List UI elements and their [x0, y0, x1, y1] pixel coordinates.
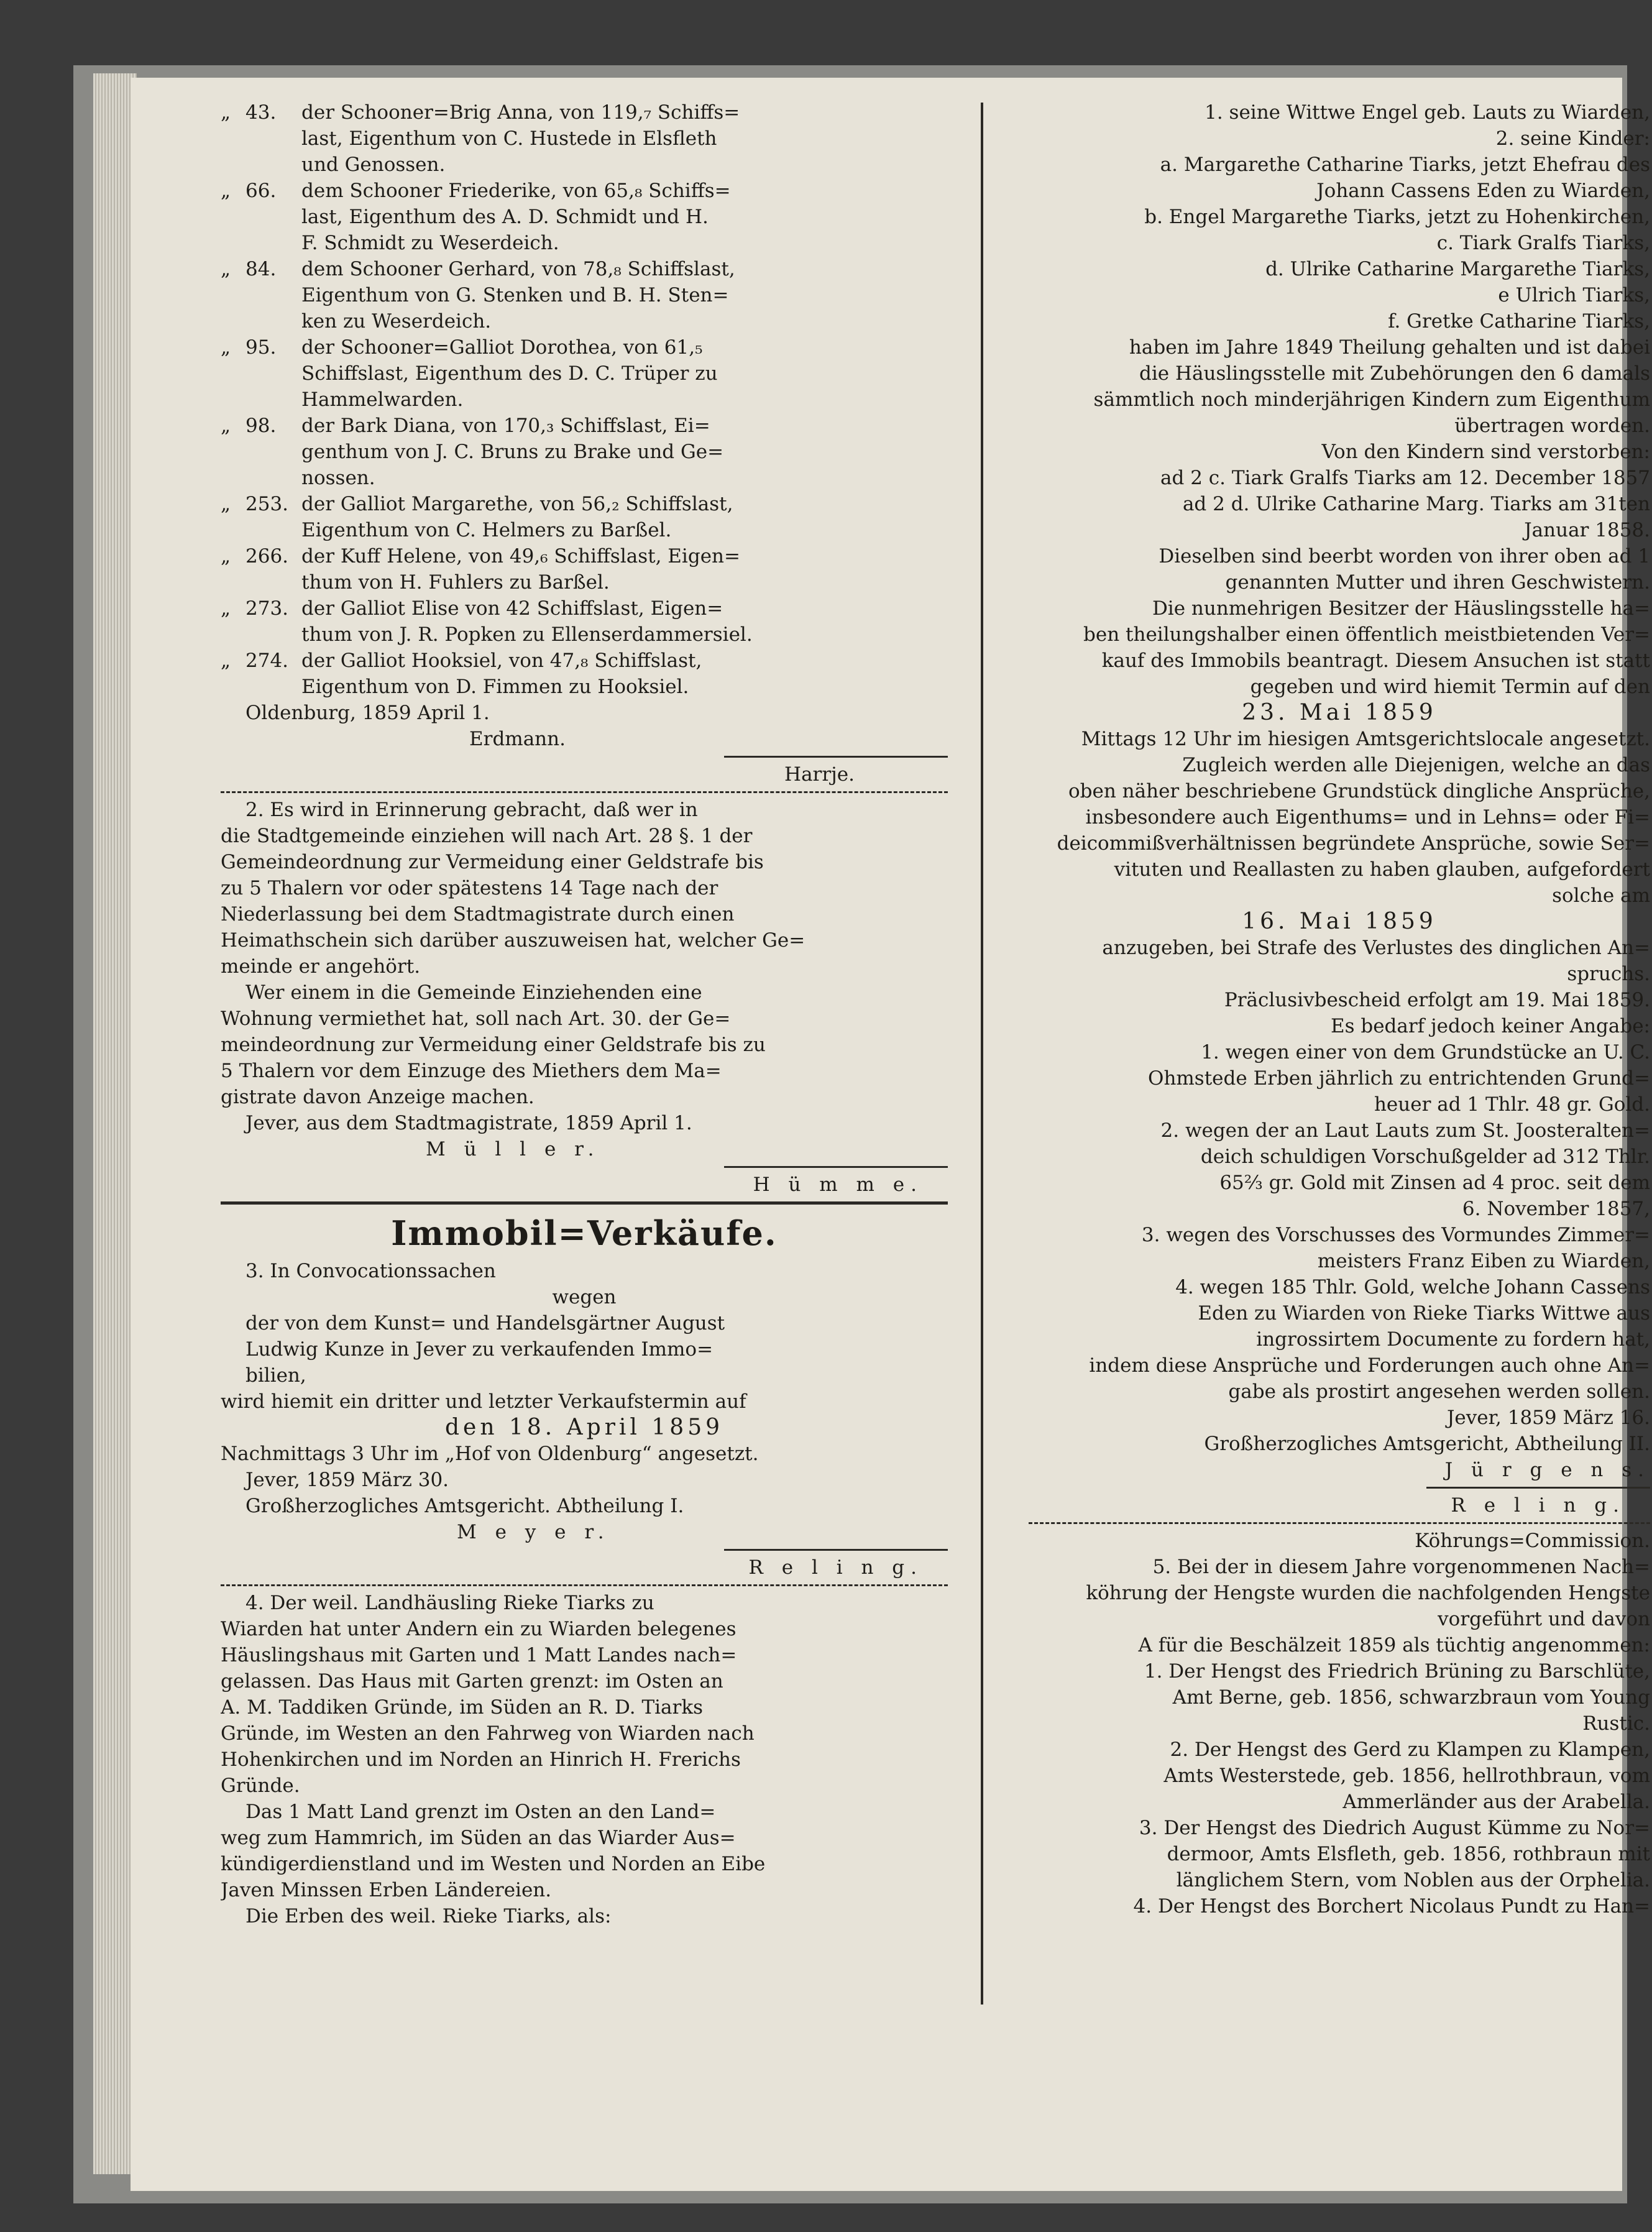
notice-4-body-line: gegeben und wird hiemit Termin auf den	[1250, 676, 1650, 698]
notice-4-line: A. M. Taddiken Gründe, im Süden an R. D. Tiarks	[221, 1696, 704, 1719]
notice-2-line: 2. Es wird in Erinnerung gebracht, daß wer in	[246, 799, 698, 821]
notice-4-body-line: sämmtlich noch minderjährigen Kindern zum Eigenthum	[1093, 388, 1650, 411]
ship-entry-line: Eigenthum von G. Stenken und B. H. Sten=	[301, 284, 729, 306]
heir-line: d. Ulrike Catharine Margarethe Tiarks,	[1265, 258, 1650, 280]
notice-5-line: 3. Der Hengst des Diedrich August Kümme zu Nor=	[1139, 1817, 1650, 1839]
notice-3-body-line: der von dem Kunst= und Handelsgärtner August	[246, 1312, 725, 1334]
notice-4-body-line: ingrossirtem Documente zu fordern hat,	[1256, 1328, 1650, 1351]
ship-entry-line	[221, 334, 948, 361]
notice-4-date-1: 23. Mai 1859	[1242, 700, 1437, 725]
notice-4-body-line: ad 2 c. Tiark Gralfs Tiarks am 12. December 1857	[1160, 467, 1650, 489]
notice-5-line: dermoor, Amts Elsfleth, geb. 1856, rothbraun mit	[1167, 1843, 1650, 1865]
notice-5-line: Rustic.	[1582, 1712, 1650, 1735]
notice-3-body-line: bilien,	[246, 1364, 306, 1387]
notice-3-body	[221, 1310, 948, 1389]
signature: J ü r g e n s.	[1444, 1459, 1650, 1481]
notice-4-line: weg zum Hammrich, im Süden an das Wiarder Aus=	[221, 1827, 736, 1849]
notice-5-line: 5. Bei der in diesem Jahre vorgenommenen Nach=	[1152, 1556, 1650, 1578]
ship-entry-line: last, Eigenthum von C. Hustede in Elsfleth	[301, 127, 717, 150]
notice-3-line: wird hiemit ein dritter und letzter Verkaufstermin auf	[221, 1390, 746, 1413]
notice-5-line: köhrung der Hengste wurden die nachfolgenden Hengste	[1086, 1582, 1650, 1604]
entry-text: der Bark Diana, von 170,₃ Schiffslast, Ei=	[301, 415, 710, 437]
notice-4-body-line: 6. November 1857,	[1462, 1198, 1650, 1220]
notice-4-line: Die Erben des weil. Rieke Tiarks, als:	[246, 1905, 612, 1927]
notice-4-body-2	[1029, 726, 1650, 909]
notice-4-line: Häuslingshaus mit Garten und 1 Matt Landes nach=	[221, 1644, 737, 1666]
notice-4-body-line: indem diese Ansprüche und Forderungen auch ohne An=	[1089, 1354, 1650, 1377]
notice-2	[221, 797, 948, 1110]
ship-entry-line: thum von J. R. Popken zu Ellenserdammersiel.	[301, 623, 753, 646]
notice-2-line: zu 5 Thalern vor oder spätestens 14 Tage nach der	[221, 877, 718, 899]
notice-4-body-line: Mittags 12 Uhr im hiesigen Amtsgerichtslocale angesetzt.	[1081, 728, 1650, 750]
notice-4-body-line: die Häuslingsstelle mit Zubehörungen den 6 damals	[1139, 362, 1650, 385]
entry-number: 266.	[246, 545, 289, 567]
signature: Harrje.	[784, 763, 855, 786]
signature: R e l i n g.	[748, 1556, 923, 1579]
notice-3-body-line: Ludwig Kunze in Jever zu verkaufenden Immo=	[246, 1338, 714, 1361]
ship-entry	[221, 413, 948, 491]
ship-entry	[221, 256, 948, 334]
notice-4-body-3	[1029, 935, 1650, 1405]
ship-list	[221, 99, 948, 700]
notice-2-line: Niederlassung bei dem Stadtmagistrate durch einen	[221, 903, 735, 925]
notice-4-body-line: übertragen worden.	[1454, 415, 1650, 437]
notice-2-line: die Stadtgemeinde einziehen will nach Art. 28 §. 1 der	[221, 825, 753, 847]
entry-number: 84.	[246, 258, 277, 280]
notice-4-line: gelassen. Das Haus mit Garten grenzt: im Osten an	[221, 1670, 723, 1692]
ship-entry-line: und Genossen.	[301, 154, 446, 176]
notice-5-line: Ammerländer aus der Arabella.	[1342, 1791, 1650, 1813]
ship-entry	[221, 99, 948, 178]
notice-5-line: 2. Der Hengst des Gerd zu Klampen zu Klampen,	[1170, 1738, 1650, 1761]
rule	[221, 791, 948, 793]
heir-line: 1. seine Wittwe Engel geb. Lauts zu Wiarden,	[1205, 101, 1650, 124]
ship-entry	[221, 595, 948, 648]
heir-line: f. Gretke Catharine Tiarks,	[1388, 310, 1650, 333]
dateline: Jever, 1859 März 30.	[246, 1469, 449, 1491]
notice-4-body-line: gabe als prostirt angesehen werden sollen.	[1228, 1380, 1650, 1403]
notice-2-line: 5 Thalern vor dem Einzuge des Miethers dem Ma=	[221, 1060, 722, 1082]
notice-4-body-line: haben im Jahre 1849 Theilung gehalten und ist dabei	[1129, 336, 1650, 359]
column-divider	[981, 103, 983, 2005]
ship-entry-line	[221, 413, 948, 439]
section-heading: Immobil=Verkäufe.	[391, 1213, 778, 1253]
notice-5-line: A für die Beschälzeit 1859 als tüchtig angenommen:	[1138, 1634, 1650, 1656]
notice-2-line: meinde er angehört.	[221, 955, 421, 978]
ship-entry-line	[221, 648, 948, 674]
ship-entry-line: F. Schmidt zu Weserdeich.	[301, 232, 559, 254]
entry-text: der Kuff Helene, von 49,₆ Schiffslast, Eigen=	[301, 545, 740, 567]
ditto-mark: „	[221, 258, 231, 280]
rule	[221, 1201, 948, 1205]
notice-4-body-line: Es bedarf jedoch keiner Angabe:	[1330, 1015, 1650, 1037]
ship-entry	[221, 491, 948, 543]
signature: Erdmann.	[469, 728, 566, 750]
notice-4-body-line: Die nunmehrigen Besitzer der Häuslingsstelle ha=	[1152, 597, 1650, 620]
entry-number: 253.	[246, 493, 289, 515]
entry-text: der Galliot Elise von 42 Schiffslast, Eigen=	[301, 597, 723, 620]
entry-text: dem Schooner Friederike, von 65,₈ Schiffs=	[301, 180, 731, 202]
heir-line: c. Tiark Gralfs Tiarks,	[1436, 232, 1650, 254]
notice-4-body-line: vituten und Reallasten zu haben glauben, aufgefordert	[1114, 858, 1650, 881]
right-column	[1029, 99, 1650, 1919]
signature: M ü l l e r.	[426, 1138, 600, 1160]
notice-4-line: Hohenkirchen und im Norden an Hinrich H. Frerichs	[221, 1748, 741, 1771]
notice-2-line: Heimathschein sich darüber auszuweisen hat, welcher Ge=	[221, 929, 805, 952]
notice-4-line: Javen Minssen Erben Ländereien.	[221, 1879, 552, 1901]
ship-entry-line	[221, 99, 948, 126]
ship-entry-line	[221, 595, 948, 622]
notice-2-line: Wer einem in die Gemeinde Einziehenden eine	[246, 981, 702, 1004]
notice-4-body-line: insbesondere auch Eigenthums= und in Lehns= oder Fi=	[1085, 806, 1650, 829]
ditto-mark: „	[221, 415, 231, 437]
dateline: Jever, 1859 März 16.	[1446, 1407, 1650, 1429]
notice-4-line: Das 1 Matt Land grenzt im Osten an den Land=	[246, 1801, 716, 1823]
notice-2-line: gistrate davon Anzeige machen.	[221, 1086, 535, 1108]
heir-line: e Ulrich Tiarks,	[1498, 284, 1650, 306]
notice-5-line: vorgeführt und davon	[1438, 1608, 1650, 1630]
notice-4-body-line: Januar 1858.	[1524, 519, 1650, 541]
rule	[724, 1549, 948, 1551]
notice-3-wegen: wegen	[552, 1286, 617, 1308]
ship-entry-line	[221, 178, 948, 204]
notice-5-line: 4. Der Hengst des Borchert Nicolaus Pundt zu Han=	[1133, 1895, 1650, 1917]
notice-4-body-line: meisters Franz Eiben zu Wiarden,	[1317, 1250, 1650, 1272]
notice-4-line: Gründe, im Westen an den Fahrweg von Wiarden nach	[221, 1722, 755, 1745]
ship-entry-line: Eigenthum von C. Helmers zu Barßel.	[301, 519, 672, 541]
ditto-mark: „	[221, 180, 231, 202]
court: Großherzogliches Amtsgericht. Abtheilung I.	[246, 1495, 684, 1517]
notice-4-body-line: 4. wegen 185 Thlr. Gold, welche Johann Cassens	[1175, 1276, 1650, 1298]
ship-entry-line: thum von H. Fuhlers zu Barßel.	[301, 571, 610, 594]
rule	[1029, 1522, 1650, 1524]
entry-number: 98.	[246, 415, 277, 437]
notice-4-line: 4. Der weil. Landhäusling Rieke Tiarks zu	[246, 1592, 654, 1614]
ship-entry	[221, 543, 948, 595]
ship-entry	[221, 178, 948, 256]
entry-number: 43.	[246, 101, 277, 124]
dateline: Jever, aus dem Stadtmagistrate, 1859 April 1.	[246, 1112, 692, 1134]
signature: H ü m m e.	[753, 1173, 923, 1196]
heir-line: 2. seine Kinder:	[1495, 127, 1650, 150]
ship-entry-line: last, Eigenthum des A. D. Schmidt und H.	[301, 206, 709, 228]
ditto-mark: „	[221, 101, 231, 124]
entry-number: 274.	[246, 650, 289, 672]
ship-entry-line: genthum von J. C. Bruns zu Brake und Ge=	[301, 441, 724, 463]
notice-4-body-line: spruchs.	[1567, 963, 1650, 985]
entry-text: dem Schooner Gerhard, von 78,₈ Schiffslast,	[301, 258, 735, 280]
heir-line: Johann Cassens Eden zu Wiarden,	[1316, 180, 1650, 202]
rule	[1426, 1487, 1650, 1489]
notice-3-time: Nachmittags 3 Uhr im „Hof von Oldenburg“ angesetzt.	[221, 1443, 759, 1465]
notice-5-line: 1. Der Hengst des Friedrich Brüning zu Barschlüte,	[1144, 1660, 1650, 1683]
ship-entry-line: Hammelwarden.	[301, 388, 464, 411]
notice-4-date-2: 16. Mai 1859	[1242, 909, 1437, 934]
notice-5	[1029, 1528, 1650, 1919]
ship-entry-line: ken zu Weserdeich.	[301, 310, 492, 333]
notice-4-line: Gründe.	[221, 1775, 300, 1797]
notice-4-body-line: oben näher beschriebene Grundstück dingliche Ansprüche,	[1068, 780, 1650, 802]
rule	[724, 1166, 948, 1168]
notice-4-body-line: heuer ad 1 Thlr. 48 gr. Gold.	[1374, 1093, 1650, 1116]
notice-4-body-line: Eden zu Wiarden von Rieke Tiarks Wittwe aus	[1198, 1302, 1650, 1325]
notice-4-body-line: 2. wegen der an Laut Lauts zum St. Joosteralten=	[1160, 1119, 1650, 1142]
notice-5-line: Köhrungs=Commission.	[1415, 1530, 1650, 1552]
rule	[724, 756, 948, 758]
ditto-mark: „	[221, 597, 231, 620]
notice-4-body-line: deich schuldigen Vorschußgelder ad 312 Thlr.	[1200, 1146, 1650, 1168]
ditto-mark: „	[221, 336, 231, 359]
ditto-mark: „	[221, 650, 231, 672]
ship-entry-line: Eigenthum von D. Fimmen zu Hooksiel.	[301, 676, 689, 698]
notice-3-date: den 18. April 1859	[444, 1415, 723, 1440]
ship-entry-line: Schiffslast, Eigenthum des D. C. Trüper zu	[301, 362, 718, 385]
entry-number: 95.	[246, 336, 277, 359]
notice-4-body-line: Präclusivbescheid erfolgt am 19. Mai 1859.	[1224, 989, 1650, 1011]
notice-4-body-line: anzugeben, bei Strafe des Verlustes des dinglichen An=	[1102, 937, 1650, 959]
notice-4-body-line: 3. wegen des Vorschusses des Vormundes Zimmer=	[1141, 1224, 1650, 1246]
notice-4-line: Wiarden hat unter Andern ein zu Wiarden belegenes	[221, 1618, 737, 1640]
ditto-mark: „	[221, 493, 231, 515]
heir-line: b. Engel Margarethe Tiarks, jetzt zu Hohenkirchen,	[1144, 206, 1650, 228]
ship-entry	[221, 334, 948, 413]
notice-4-body-line: 65⅔ gr. Gold mit Zinsen ad 4 proc. seit dem	[1219, 1172, 1650, 1194]
notice-5-line: länglichem Stern, vom Noblen aus der Orphelia.	[1176, 1869, 1650, 1891]
notice-5-line: Amts Westerstede, geb. 1856, hellrothbraun, vom	[1163, 1765, 1650, 1787]
entry-number: 66.	[246, 180, 277, 202]
notice-5-line: Amt Berne, geb. 1856, schwarzbraun vom Young	[1172, 1686, 1650, 1709]
notice-4-body-line: Von den Kindern sind verstorben:	[1321, 441, 1650, 463]
entry-text: der Galliot Margarethe, von 56,₂ Schiffslast,	[301, 493, 733, 515]
entry-text: der Schooner=Galliot Dorothea, von 61,₅	[301, 336, 703, 359]
ship-entry-line	[221, 543, 948, 569]
heirs-list	[1029, 99, 1650, 334]
notice-4-body-line: genannten Mutter und ihren Geschwistern.	[1225, 571, 1650, 594]
notice-4-body-line: solche am	[1552, 884, 1650, 907]
notice-2-line: Wohnung vermiethet hat, soll nach Art. 30. der Ge=	[221, 1008, 731, 1030]
notice-4-body-line: Dieselben sind beerbt worden von ihrer oben ad 1	[1159, 545, 1650, 567]
signature: M e y e r.	[457, 1521, 610, 1543]
notice-4-body-line: Zugleich werden alle Diejenigen, welche an das	[1182, 754, 1650, 776]
notice-4	[221, 1590, 948, 1929]
ship-entry	[221, 648, 948, 700]
notice-4-body-line: kauf des Immobils beantragt. Diesem Ansuchen ist statt	[1101, 650, 1650, 672]
notice-3-intro: 3. In Convocationssachen	[246, 1260, 496, 1282]
notice-4-body-1	[1029, 334, 1650, 700]
rule	[221, 1584, 948, 1586]
notice-4-body-line: 1. wegen einer von dem Grundstücke an U. C.	[1201, 1041, 1650, 1063]
entry-text: der Galliot Hooksiel, von 47,₈ Schiffslast,	[301, 650, 702, 672]
entry-text: der Schooner=Brig Anna, von 119,₇ Schiffs=	[301, 101, 740, 124]
court: Großherzogliches Amtsgericht, Abtheilung II.	[1204, 1433, 1650, 1455]
notice-4-body-line: ben theilungshalber einen öffentlich meistbietenden Ver=	[1083, 623, 1650, 646]
left-column	[221, 99, 948, 1929]
notice-2-line: Gemeindeordnung zur Vermeidung einer Geldstrafe bis	[221, 851, 764, 873]
entry-number: 273.	[246, 597, 289, 620]
ditto-mark: „	[221, 545, 231, 567]
dateline: Oldenburg, 1859 April 1.	[246, 702, 490, 724]
notice-4-body-line: deicommißverhältnissen begründete Ansprüche, sowie Ser=	[1057, 832, 1650, 855]
ship-entry-line	[221, 256, 948, 282]
signature: R e l i n g.	[1451, 1494, 1625, 1517]
notice-4-body-line: Ohmstede Erben jährlich zu entrichtenden Grund=	[1148, 1067, 1650, 1090]
notice-4-body-line: ad 2 d. Ulrike Catharine Marg. Tiarks am 31ten	[1182, 493, 1650, 515]
notice-2-line: meindeordnung zur Vermeidung einer Geldstrafe bis zu	[221, 1034, 766, 1056]
ship-entry-line: nossen.	[301, 467, 375, 489]
heir-line: a. Margarethe Catharine Tiarks, jetzt Ehefrau des	[1160, 154, 1650, 176]
ship-entry-line	[221, 491, 948, 517]
notice-4-line: kündigerdienstland und im Westen und Norden an Eibe	[221, 1853, 766, 1875]
